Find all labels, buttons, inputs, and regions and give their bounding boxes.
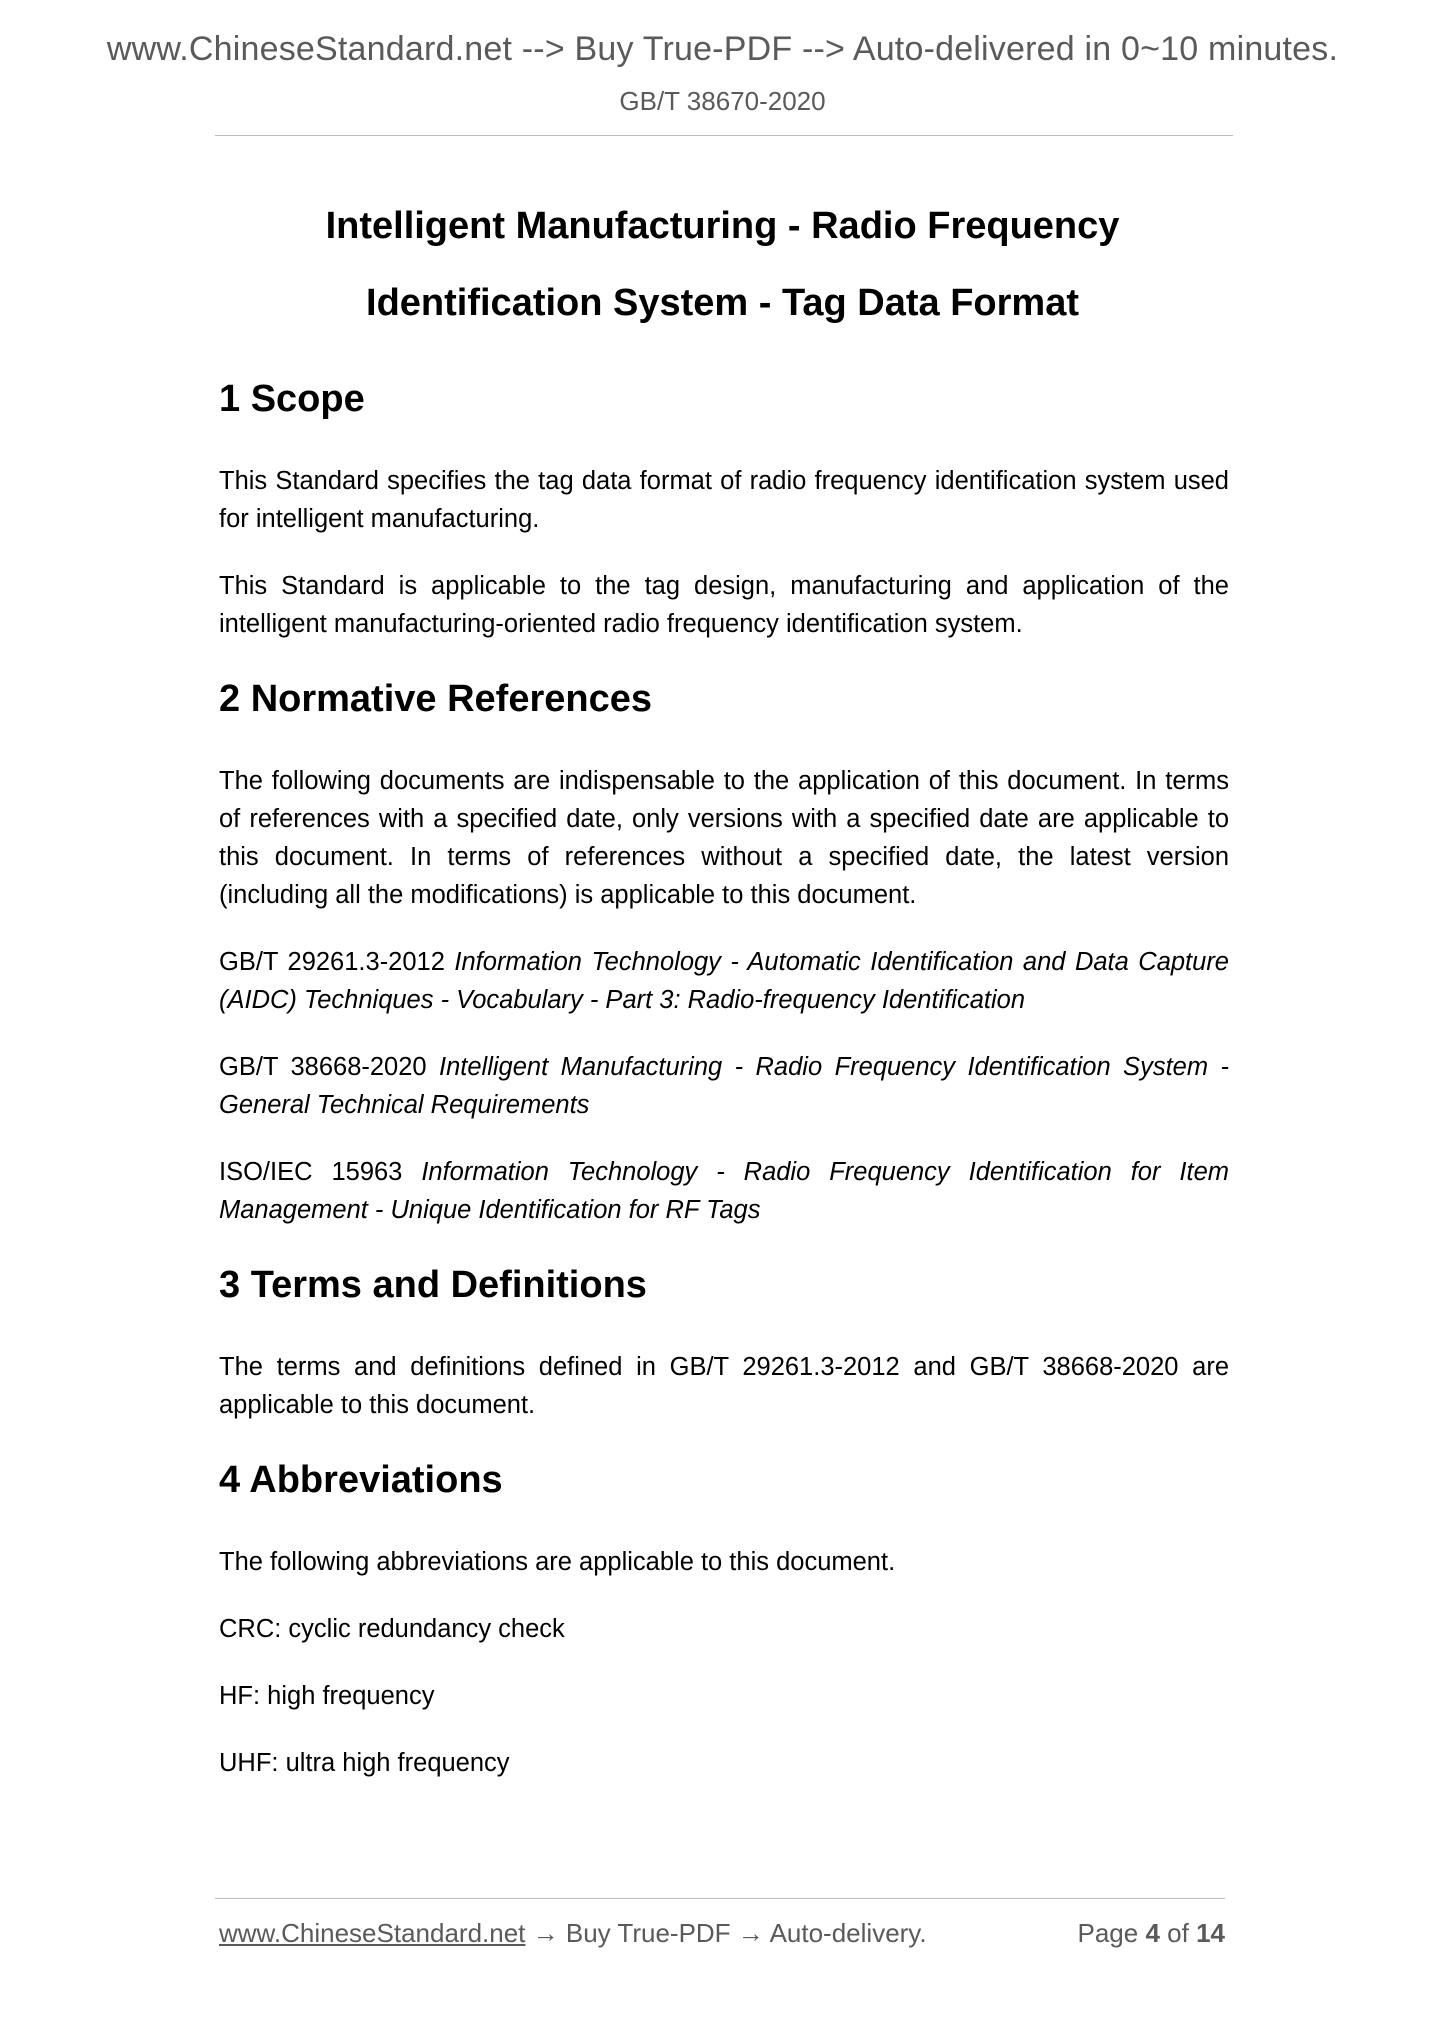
- section-terms-definitions: [219, 1258, 1229, 1424]
- abbreviation-item: CRC: cyclic redundancy check: [219, 1615, 565, 1643]
- of-label: of: [1167, 1918, 1189, 1948]
- header-divider: [215, 135, 1233, 136]
- abbreviation-item: UHF: ultra high frequency: [219, 1749, 510, 1777]
- document-body: [219, 372, 1229, 1811]
- footer-left: [219, 1918, 927, 1949]
- document-title: [215, 188, 1230, 342]
- footer-tagline: → Buy True-PDF → Auto-delivery.: [525, 1918, 927, 1948]
- section-heading: 2 Normative References: [219, 678, 652, 720]
- abbreviation-item: HF: high frequency: [219, 1682, 435, 1710]
- standard-code: GB/T 38670-2020: [619, 86, 826, 116]
- section-normative-references: [219, 672, 1229, 1229]
- paragraph: This Standard is applicable to the tag design, manufacturing and application of the intelligent manufacturing-oriented radio frequency identification system.: [219, 572, 1229, 638]
- reference-item: [219, 1153, 1229, 1229]
- top-banner: www.ChineseStandard.net --> Buy True-PDF --> Auto-delivered in 0~10 minutes.: [106, 30, 1339, 68]
- section-heading: 3 Terms and Definitions: [219, 1264, 647, 1306]
- reference-item: [219, 1048, 1229, 1124]
- reference-code: ISO/IEC 15963: [219, 1158, 403, 1186]
- reference-title: Information Technology - Automatic Identification and Data Capture (AIDC) Techniques - Vocabulary - Part 3: Radio-frequency Identification: [219, 948, 1229, 1014]
- section-heading: 4 Abbreviations: [219, 1459, 503, 1501]
- page-indicator: [1077, 1918, 1225, 1949]
- page-label: Page: [1077, 1918, 1139, 1948]
- reference-item: [219, 943, 1229, 1019]
- document-title-line-1: Intelligent Manufacturing - Radio Frequency: [325, 205, 1120, 247]
- section-abbreviations: [219, 1453, 1229, 1782]
- document-title-line-2: Identification System - Tag Data Format: [366, 282, 1079, 324]
- paragraph: The following abbreviations are applicable to this document.: [219, 1548, 896, 1576]
- reference-code: GB/T 38668-2020: [219, 1053, 427, 1081]
- footer-divider: [215, 1898, 1225, 1899]
- footer-website-link[interactable]: www.ChineseStandard.net: [219, 1918, 526, 1948]
- reference-code: GB/T 29261.3-2012: [219, 948, 445, 976]
- paragraph: The following documents are indispensable to the application of this document. In terms of references with a specified date, only versions with a specified date are applicable to this document. In terms of references without a specified date, the latest version (including all the modifications) is applicable to this document.: [219, 767, 1229, 909]
- section-heading: 1 Scope: [219, 378, 365, 420]
- paragraph: The terms and definitions defined in GB/T 29261.3-2012 and GB/T 38668-2020 are applicable to this document.: [219, 1353, 1229, 1419]
- reference-title: Intelligent Manufacturing - Radio Frequency Identification System - General Technical Requirements: [219, 1053, 1229, 1119]
- paragraph: This Standard specifies the tag data format of radio frequency identification system used for intelligent manufacturing.: [219, 467, 1229, 533]
- section-scope: [219, 372, 1229, 643]
- reference-title: Information Technology - Radio Frequency Identification for Item Management - Unique Identification for RF Tags: [219, 1158, 1230, 1224]
- page-number: 4: [1145, 1918, 1160, 1948]
- page-total: 14: [1196, 1918, 1225, 1948]
